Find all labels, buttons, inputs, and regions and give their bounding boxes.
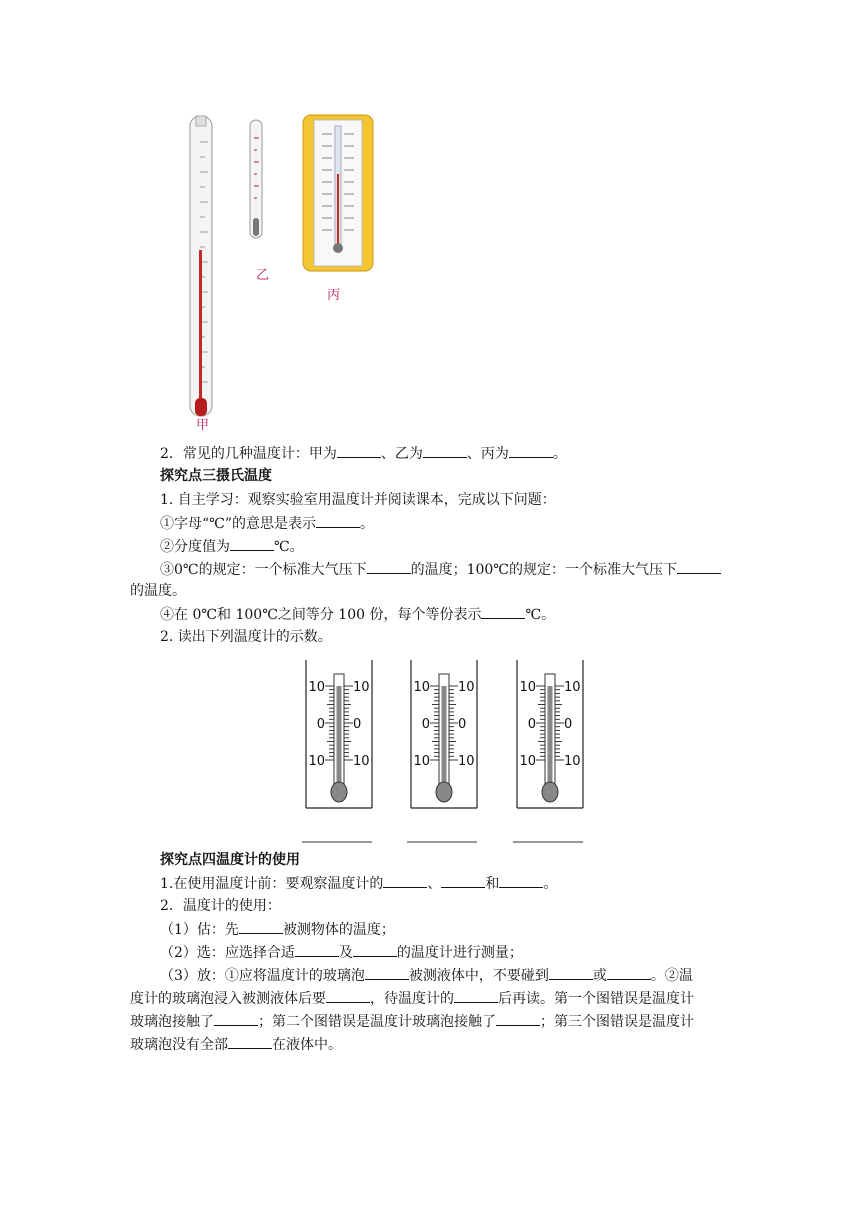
section3-q2: 2. 读出下列温度计的示数。	[160, 629, 332, 645]
answer-blank[interactable]	[316, 513, 360, 528]
section3-title: 探究点三摄氏温度	[160, 468, 272, 484]
section3-item2: ②分度值为 ℃。	[160, 536, 304, 557]
reading-thermometer-3	[513, 660, 583, 842]
tick-label: 10	[413, 754, 430, 769]
reading-thermometers-svg	[300, 656, 600, 846]
section3-item1: ①字母“℃”的意思是表示 。	[160, 513, 374, 534]
section4-step3: （3）放：①应将温度计的玻璃泡 被测液体中，不要碰到 或 。②温	[160, 965, 693, 986]
answer-blank[interactable]	[365, 965, 409, 980]
q2-common-thermometers: 2．常见的几种温度计：甲为 、乙为 、丙为 。	[160, 443, 567, 464]
section3-intro: 1. 自主学习：观察实验室用温度计并阅读课本，完成以下问题：	[160, 492, 556, 508]
thermometer-bulb	[542, 782, 558, 802]
answer-blank[interactable]	[423, 443, 467, 458]
thermometer-yi	[246, 118, 266, 248]
answer-blank[interactable]	[230, 536, 274, 551]
tick-label: 10	[519, 754, 536, 769]
tick-label: 10	[458, 680, 475, 695]
tick-label: 10	[564, 680, 581, 695]
thermometer-bing	[302, 114, 374, 272]
answer-blank[interactable]	[607, 965, 651, 980]
answer-blank[interactable]	[454, 988, 498, 1003]
section4-q1: 1.在使用温度计前：要观察温度计的 、 和 。	[160, 873, 557, 894]
liquid-column	[337, 686, 342, 786]
answer-blank[interactable]	[214, 1011, 258, 1026]
tick-label: 10	[308, 754, 325, 769]
section3-item3: ③0℃的规定：一个标准大气压下 的温度；100℃的规定：一个标准大气压下	[160, 559, 721, 580]
tick-label: 10	[519, 680, 536, 695]
tick-label: 0	[527, 717, 536, 732]
tick-label: 10	[458, 754, 475, 769]
reading-thermometer-1	[302, 660, 372, 842]
liquid-column	[442, 686, 447, 786]
reading-thermometers	[300, 656, 600, 846]
section4-step3-cont3: 玻璃泡没有全部 在液体中。	[130, 1034, 342, 1055]
answer-blank[interactable]	[367, 559, 411, 574]
thermometer-bulb	[436, 782, 452, 802]
tick-label: 10	[564, 754, 581, 769]
answer-blank[interactable]	[295, 942, 339, 957]
tick-label: 0	[458, 717, 467, 732]
answer-blank[interactable]	[499, 873, 543, 888]
label-jia: 甲	[196, 418, 210, 433]
answer-blank[interactable]	[353, 942, 397, 957]
tick-label: 0	[316, 717, 325, 732]
tick-label: 0	[421, 717, 430, 732]
answer-blank[interactable]	[337, 443, 381, 458]
section4-step1: （1）估：先 被测物体的温度；	[160, 919, 395, 940]
section4-title: 探究点四温度计的使用	[160, 852, 300, 868]
tick-label: 10	[353, 754, 370, 769]
answer-blank[interactable]	[326, 988, 370, 1003]
answer-blank[interactable]	[481, 604, 525, 619]
reading-thermometer-2	[407, 660, 477, 842]
answer-blank[interactable]	[509, 443, 553, 458]
liquid-column	[548, 686, 553, 786]
thermometer-figure	[180, 112, 380, 432]
answer-blank[interactable]	[239, 919, 283, 934]
tick-label: 10	[308, 680, 325, 695]
tick-label: 0	[353, 717, 362, 732]
section3-item4: ④在 0℃和 100℃之间等分 100 份，每个等份表示 ℃。	[160, 604, 555, 625]
section4-q2: 2．温度计的使用：	[160, 898, 281, 914]
answer-blank[interactable]	[549, 965, 593, 980]
thermometer-bulb	[331, 782, 347, 802]
tick-label: 10	[353, 680, 370, 695]
thermometer-jia	[180, 112, 220, 432]
label-bing: 丙	[327, 288, 341, 303]
section4-step3-cont2: 玻璃泡接触了 ；第二个图错误是温度计玻璃泡接触了 ；第三个图错误是温度计	[130, 1011, 694, 1032]
label-yi: 乙	[256, 268, 270, 283]
section4-step2: （2）选：应选择合适 及 的温度计进行测量；	[160, 942, 523, 963]
tick-label: 0	[564, 717, 573, 732]
answer-blank[interactable]	[677, 559, 721, 574]
section3-item3-cont: 的温度。	[130, 583, 186, 599]
section4-step3-cont1: 度计的玻璃泡浸入被测液体后要 ，待温度计的 后再读。第一个图错误是温度计	[130, 988, 694, 1009]
tick-label: 10	[413, 680, 430, 695]
answer-blank[interactable]	[441, 873, 485, 888]
answer-blank[interactable]	[228, 1034, 272, 1049]
answer-blank[interactable]	[496, 1011, 540, 1026]
answer-blank[interactable]	[383, 873, 427, 888]
